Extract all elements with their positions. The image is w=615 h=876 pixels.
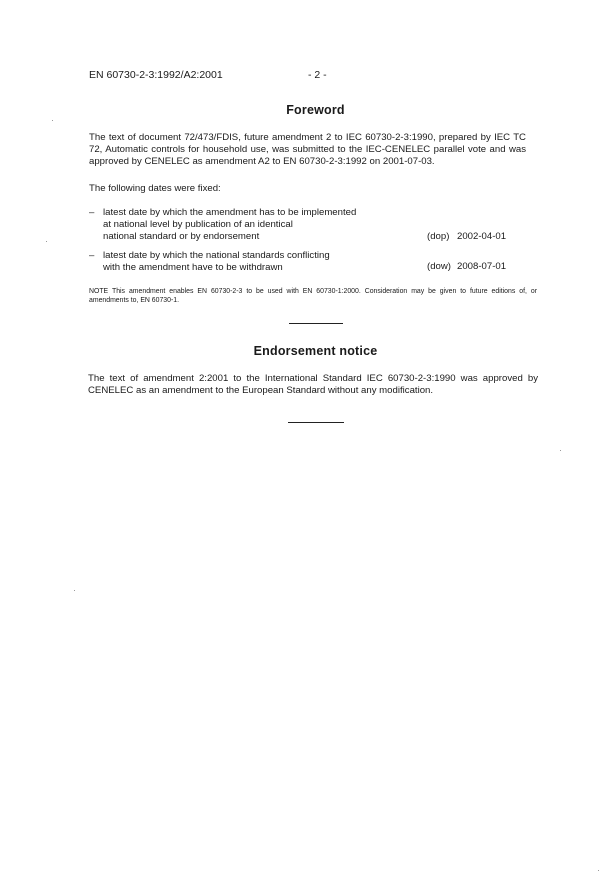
date-item-line: at national level by publication of an identical [103, 218, 293, 230]
endorsement-paragraph: The text of amendment 2:2001 to the International Standard IEC 60730-2-3:1990 was approved by CENELEC as an amendment to the European Standard without any modification. [88, 373, 538, 397]
foreword-note: NOTE This amendment enables EN 60730-2-3 to be used with EN 60730-1:2000. Consideration may be given to future editions of, or amendments to, EN 60730-1. [89, 288, 537, 305]
date-item-line: with the amendment have to be withdrawn [103, 261, 283, 273]
scan-speck [46, 241, 47, 242]
date-item-description [103, 250, 403, 274]
scan-speck [560, 450, 561, 451]
date-item-dop [89, 207, 537, 247]
list-dash: – [89, 207, 95, 218]
foreword-heading: Foreword [286, 103, 345, 117]
end-divider [288, 422, 344, 423]
scan-speck [52, 120, 53, 121]
date-value: 2008-07-01 [457, 261, 507, 272]
date-item-dow [89, 250, 537, 280]
date-item-line: national standard or by endorsement [103, 230, 260, 242]
date-code: (dop) [427, 231, 450, 242]
page-number: - 2 - [308, 69, 327, 81]
date-code: (dow) [427, 261, 451, 272]
fixed-dates-intro: The following dates were fixed: [89, 183, 221, 194]
endorsement-heading: Endorsement notice [253, 344, 378, 358]
document-reference: EN 60730-2-3:1992/A2:2001 [89, 69, 223, 81]
section-divider [289, 323, 343, 324]
foreword-intro-paragraph: The text of document 72/473/FDIS, future amendment 2 to IEC 60730-2-3:1990, prepared by IEC TC 72, Automatic controls for household use, was submitted to the IEC-CENELEC parallel vote and was approved by CENELEC as amendment A2 to EN 60730-2-3:1992 on 2001-07-03. [89, 132, 526, 168]
list-dash: – [89, 250, 95, 261]
scan-speck [74, 590, 75, 591]
date-item-line: latest date by which the amendment has to be implemented [103, 207, 357, 218]
date-item-description [103, 207, 403, 242]
scan-speck [598, 870, 599, 871]
date-value: 2002-04-01 [457, 231, 507, 242]
date-item-line: latest date by which the national standards conflicting [103, 250, 330, 261]
